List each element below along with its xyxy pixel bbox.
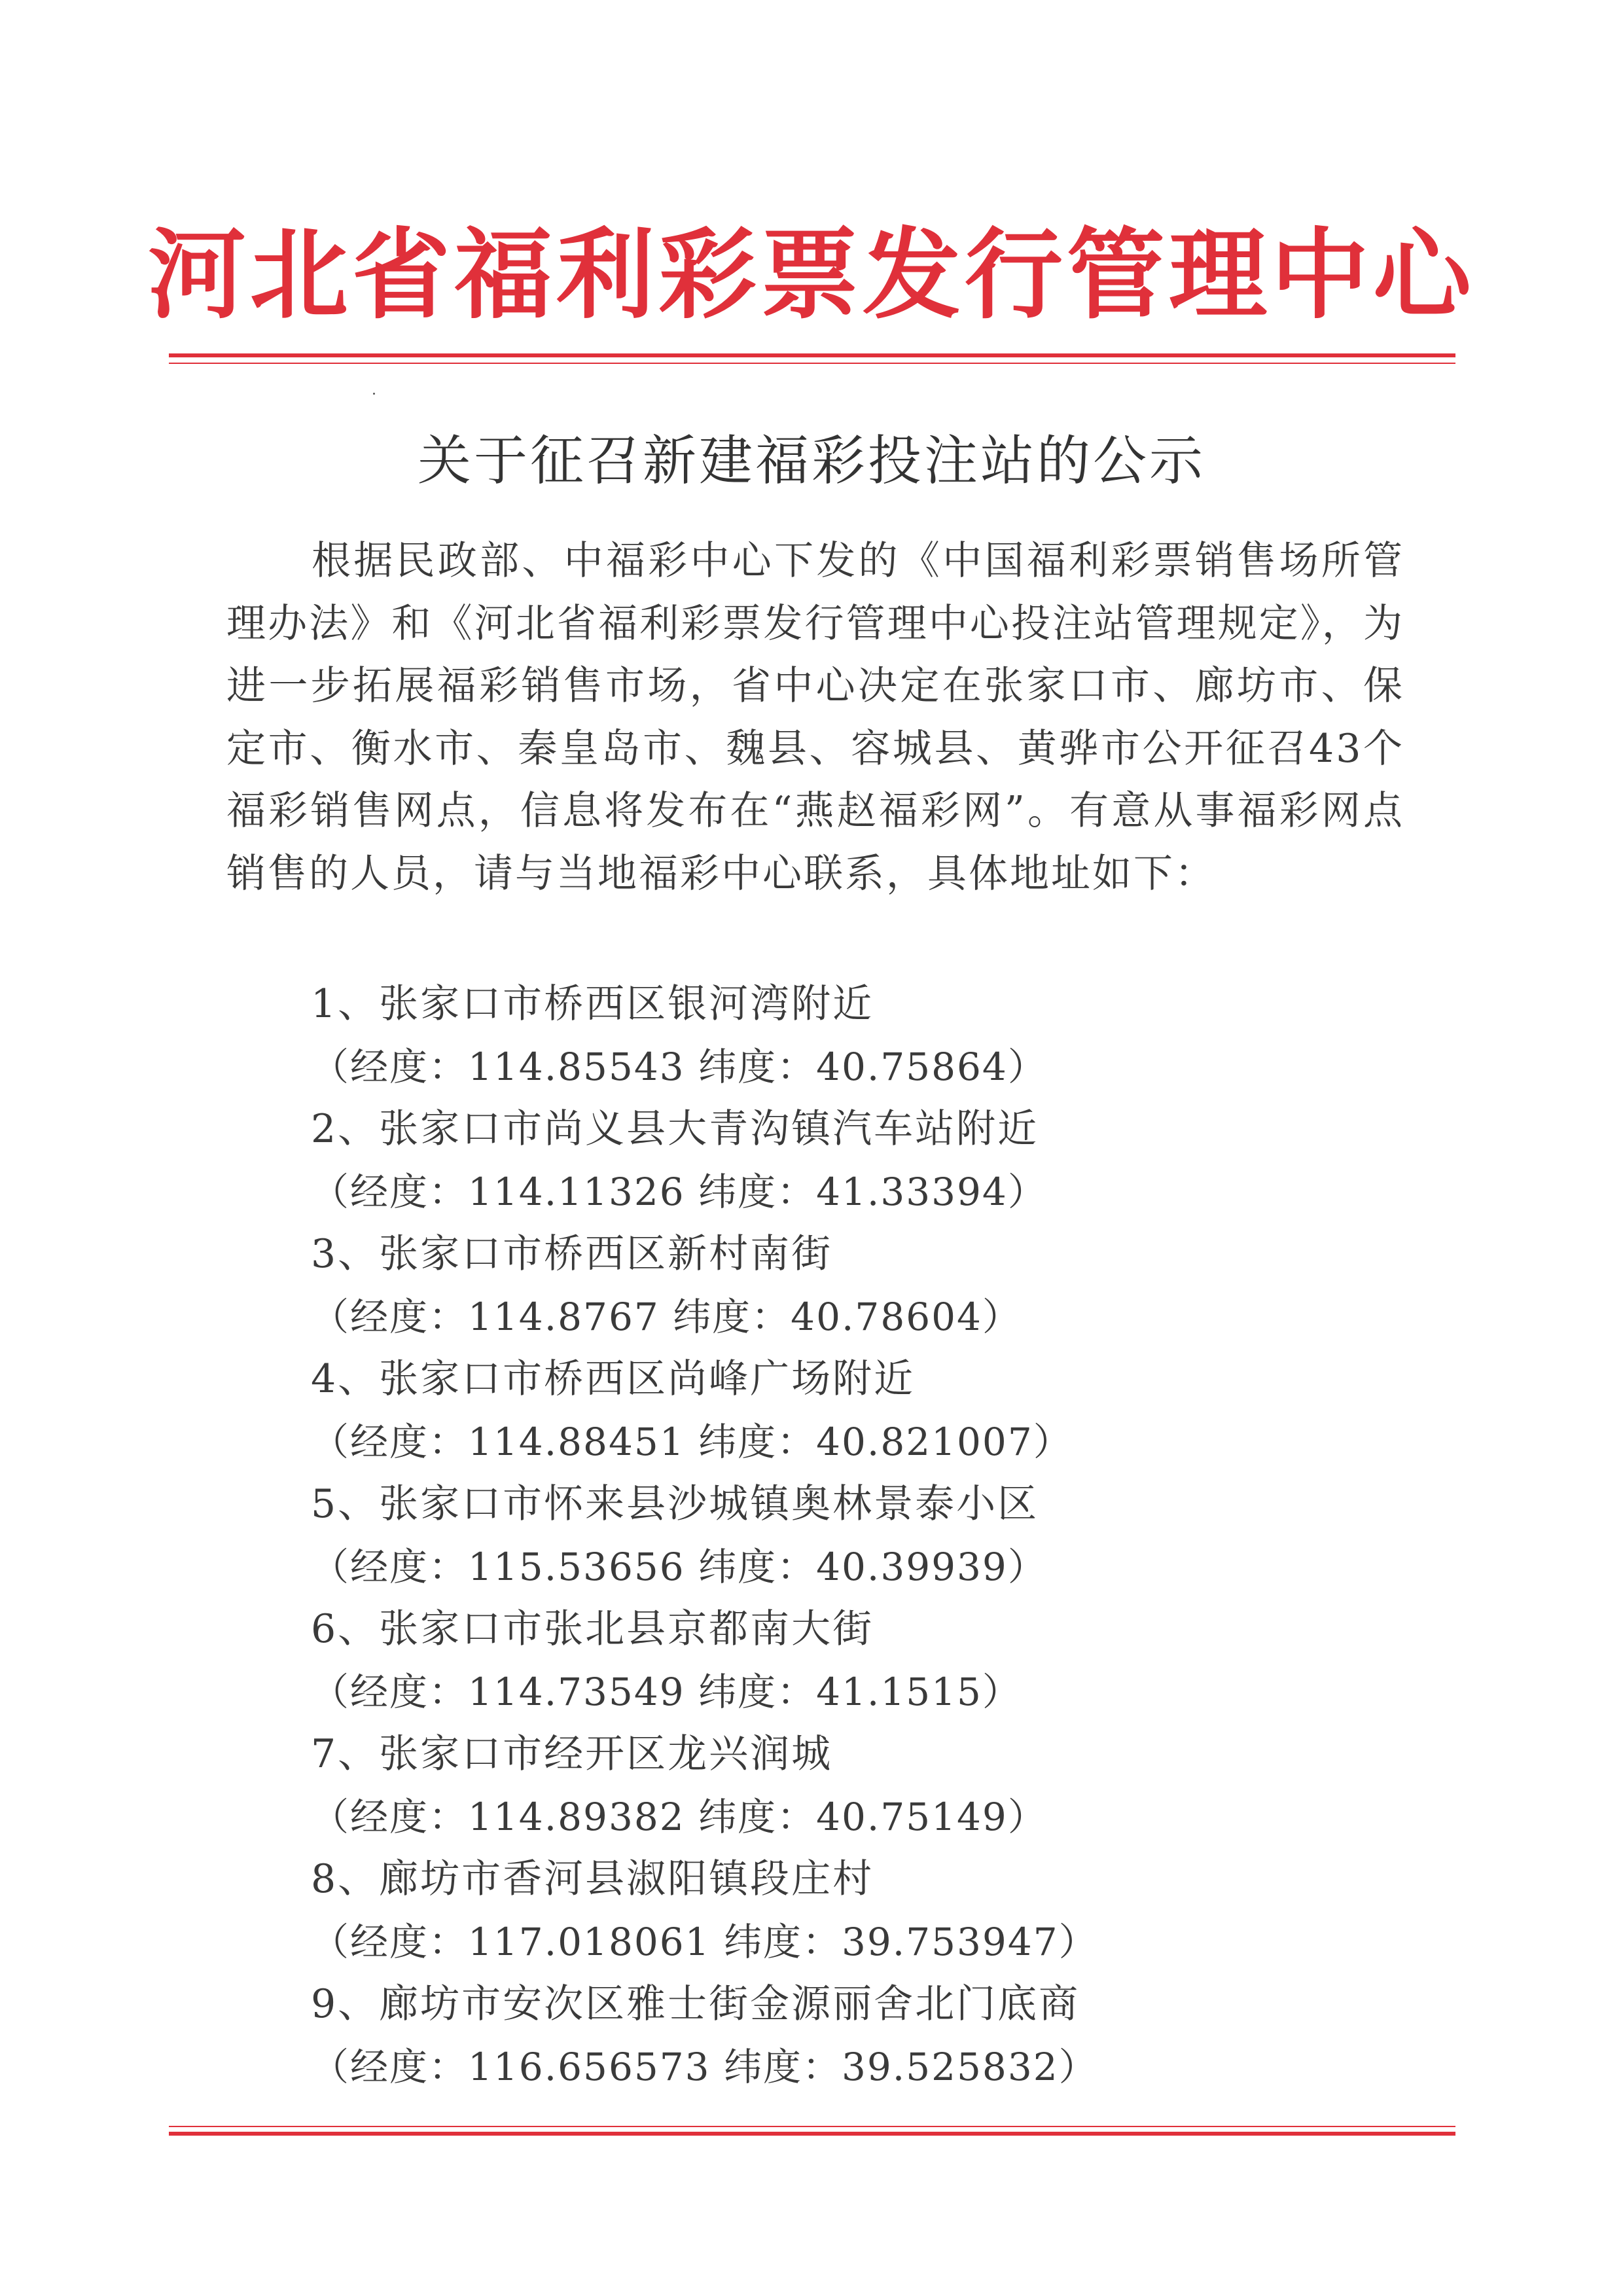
site-coordinates: （经度：116.656573 纬度：39.525832） xyxy=(311,2044,1098,2089)
list-item xyxy=(311,1223,1423,1348)
site-address: 9、廊坊市安次区雅士街金源丽舍北门底商 xyxy=(311,1981,1080,2027)
footer-rule-thin xyxy=(169,2126,1455,2127)
site-coordinates: （经度：114.8767 纬度：40.78604） xyxy=(311,1294,1022,1339)
site-coordinates: （经度：114.85543 纬度：40.75864） xyxy=(311,1044,1047,1089)
list-item xyxy=(311,1598,1423,1723)
site-coordinates: （经度：114.89382 纬度：40.75149） xyxy=(311,1794,1047,1839)
list-item xyxy=(311,1098,1423,1223)
site-address: 4、张家口市桥西区尚峰广场附近 xyxy=(311,1356,916,1402)
site-address: 8、廊坊市香河县淑阳镇段庄村 xyxy=(311,1856,874,1902)
site-list xyxy=(311,973,1423,2098)
site-coordinates: （经度：117.018061 纬度：39.753947） xyxy=(311,1919,1098,1964)
document-title: 关于征召新建福彩投注站的公示 xyxy=(417,430,1205,492)
site-coordinates: （经度：115.53656 纬度：40.39939） xyxy=(311,1544,1047,1589)
list-item xyxy=(311,1973,1423,2098)
scan-speck xyxy=(373,393,375,395)
site-address: 3、张家口市桥西区新村南街 xyxy=(311,1231,833,1277)
letterhead-rule-thin xyxy=(169,363,1455,364)
site-coordinates: （经度：114.88451 纬度：40.821007） xyxy=(311,1419,1073,1464)
list-item xyxy=(311,1723,1423,1848)
site-address: 7、张家口市经开区龙兴润城 xyxy=(311,1731,833,1777)
site-address: 5、张家口市怀来县沙城镇奥林景泰小区 xyxy=(311,1481,1039,1527)
letterhead-rule-thick xyxy=(169,353,1455,357)
list-item xyxy=(311,973,1423,1098)
site-address: 2、张家口市尚义县大青沟镇汽车站附近 xyxy=(311,1106,1039,1152)
list-item xyxy=(311,1473,1423,1598)
document-body: 根据民政部、中福彩中心下发的《中国福利彩票销售场所管理办法》和《河北省福利彩票发行管理中心投注站管理规定》，为进一步拓展福彩销售市场，省中心决定在张家口市、廊坊市、保定市、衡水市、秦皇岛市、魏县、容城县、黄骅市公开征召43个福彩销售网点，信息将发布在“燕赵福彩网”。有意从事福彩网点销售的人员，请与当地福彩中心联系，具体地址如下： xyxy=(226,538,1404,897)
site-coordinates: （经度：114.73549 纬度：41.1515） xyxy=(311,1669,1022,1714)
site-address: 1、张家口市桥西区银河湾附近 xyxy=(311,981,874,1027)
list-item xyxy=(311,1348,1423,1473)
site-address: 6、张家口市张北县京都南大街 xyxy=(311,1606,874,1652)
list-item xyxy=(311,1848,1423,1973)
letterhead-title: 河北省福利彩票发行管理中心 xyxy=(147,217,1475,332)
site-coordinates: （经度：114.11326 纬度：41.33394） xyxy=(311,1169,1047,1214)
footer-rule-thick xyxy=(169,2132,1455,2136)
